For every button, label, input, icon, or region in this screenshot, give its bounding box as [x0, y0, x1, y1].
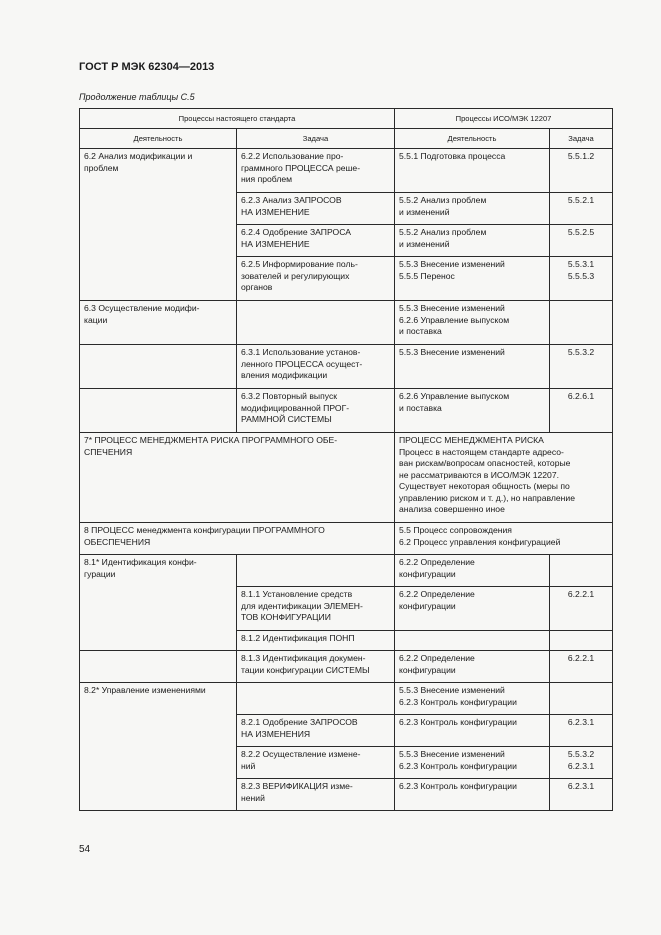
iso-task-cell: 5.5.2.1 [550, 193, 613, 225]
group-header-row [80, 109, 613, 129]
iso-task-cell: 6.2.3.1 [550, 779, 613, 811]
task-cell: 8.1.1 Установление средств для идентификации ЭЛЕМЕН- ТОВ КОНФИГУРАЦИИ [237, 587, 395, 631]
task-cell: 8.2.3 ВЕРИФИКАЦИЯ изме- нений [237, 779, 395, 811]
iso-task-cell: 6.2.2.1 [550, 651, 613, 683]
group-header-iso: Процессы ИСО/МЭК 12207 [395, 109, 613, 129]
iso-task-cell: 6.2.6.1 [550, 389, 613, 433]
iso-activity-cell: 6.2.6 Управление выпуском и поставка [395, 389, 550, 433]
iso-task-cell [550, 683, 613, 715]
correspondence-table [79, 108, 613, 811]
activity-cell: 6.3 Осуществление модифи- кации [80, 301, 237, 345]
task-cell: 6.2.3 Анализ ЗАПРОСОВ НА ИЗМЕНЕНИЕ [237, 193, 395, 225]
iso-activity-cell: 5.5.3 Внесение изменений 6.2.3 Контроль конфигурации [395, 683, 550, 715]
activity-cell [80, 389, 237, 433]
iso-task-cell [550, 555, 613, 587]
iso-task-cell: 5.5.2.5 [550, 225, 613, 257]
section-7-iso-note: ПРОЦЕСС МЕНЕДЖМЕНТА РИСКА Процесс в настоящем стандарте адресо- ван рискам/вопросам опасностей, которые не рассматриваются в ИСО/МЭК 12207. Существует некоторая общность (меры по управлению риском и т. д.), но направление анализа совершенно иное [395, 433, 613, 523]
page-number: 54 [79, 844, 91, 855]
iso-activity-cell: 5.5.3 Внесение изменений 5.5.5 Перенос [395, 257, 550, 301]
iso-activity-cell: 6.2.3 Контроль конфигурации [395, 715, 550, 747]
section-7-title: 7* ПРОЦЕСС МЕНЕДЖМЕНТА РИСКА ПРОГРАММНОГО ОБЕ- СПЕЧЕНИЯ [80, 433, 395, 523]
table-row [80, 683, 613, 715]
activity-cell: 8.1* Идентификация конфи- гурации [80, 555, 237, 651]
section-8-iso-processes: 5.5 Процесс сопровождения 6.2 Процесс управления конфигурацией [395, 523, 613, 555]
iso-activity-cell: 5.5.3 Внесение изменений [395, 345, 550, 389]
document-title: ГОСТ Р МЭК 62304—2013 [79, 61, 215, 73]
section-8-title: 8 ПРОЦЕСС менеджмента конфигурации ПРОГРАММНОГО ОБЕСПЕЧЕНИЯ [80, 523, 395, 555]
group-header-this-standard: Процессы настоящего стандарта [80, 109, 395, 129]
iso-activity-cell: 6.2.2 Определение конфигурации [395, 651, 550, 683]
column-header: Деятельность [395, 129, 550, 149]
column-header: Деятельность [80, 129, 237, 149]
iso-activity-cell: 5.5.3 Внесение изменений 6.2.3 Контроль конфигурации [395, 747, 550, 779]
table-row [80, 389, 613, 433]
activity-cell [80, 651, 237, 683]
task-cell: 8.2.2 Осуществление измене- ний [237, 747, 395, 779]
table-row [80, 301, 613, 345]
iso-activity-cell: 5.5.2 Анализ проблем и изменений [395, 225, 550, 257]
column-header: Задача [237, 129, 395, 149]
iso-activity-cell: 6.2.2 Определение конфигурации [395, 555, 550, 587]
activity-cell [80, 345, 237, 389]
activity-cell: 6.2 Анализ модификации и проблем [80, 149, 237, 301]
task-cell: 6.2.2 Использование про- граммного ПРОЦЕССА реше- ния проблем [237, 149, 395, 193]
iso-activity-cell: 6.2.3 Контроль конфигурации [395, 779, 550, 811]
iso-task-cell [550, 301, 613, 345]
section-7-row [80, 433, 613, 523]
table-caption: Продолжение таблицы С.5 [79, 92, 195, 102]
iso-task-cell: 6.2.3.1 [550, 715, 613, 747]
task-cell: 6.2.5 Информирование поль- зователей и регулирующих органов [237, 257, 395, 301]
iso-task-cell: 6.2.2.1 [550, 587, 613, 631]
task-cell: 8.2.1 Одобрение ЗАПРОСОВ НА ИЗМЕНЕНИЯ [237, 715, 395, 747]
iso-activity-cell: 5.5.1 Подготовка процесса [395, 149, 550, 193]
iso-activity-cell: 5.5.3 Внесение изменений 6.2.6 Управление выпуском и поставка [395, 301, 550, 345]
task-cell: 6.3.1 Использование установ- ленного ПРОЦЕССА осущест- вления модификации [237, 345, 395, 389]
activity-cell: 8.2* Управление изменениями [80, 683, 237, 811]
iso-activity-cell [395, 631, 550, 651]
table-row [80, 149, 613, 193]
section-8-row [80, 523, 613, 555]
table-row [80, 555, 613, 587]
task-cell [237, 555, 395, 587]
column-header-row [80, 129, 613, 149]
task-cell: 6.2.4 Одобрение ЗАПРОСА НА ИЗМЕНЕНИЕ [237, 225, 395, 257]
column-header: Задача [550, 129, 613, 149]
task-cell: 6.3.2 Повторный выпуск модифицированной ПРОГ- РАММНОЙ СИСТЕМЫ [237, 389, 395, 433]
iso-task-cell: 5.5.3.1 5.5.5.3 [550, 257, 613, 301]
iso-task-cell [550, 631, 613, 651]
iso-task-cell: 5.5.1.2 [550, 149, 613, 193]
task-cell [237, 301, 395, 345]
task-cell: 8.1.2 Идентификация ПОНП [237, 631, 395, 651]
iso-activity-cell: 5.5.2 Анализ проблем и изменений [395, 193, 550, 225]
iso-activity-cell: 6.2.2 Определение конфигурации [395, 587, 550, 631]
table-row [80, 345, 613, 389]
task-cell: 8.1.3 Идентификация докумен- тации конфигурации СИСТЕМЫ [237, 651, 395, 683]
table-row [80, 651, 613, 683]
iso-task-cell: 5.5.3.2 6.2.3.1 [550, 747, 613, 779]
task-cell [237, 683, 395, 715]
iso-task-cell: 5.5.3.2 [550, 345, 613, 389]
